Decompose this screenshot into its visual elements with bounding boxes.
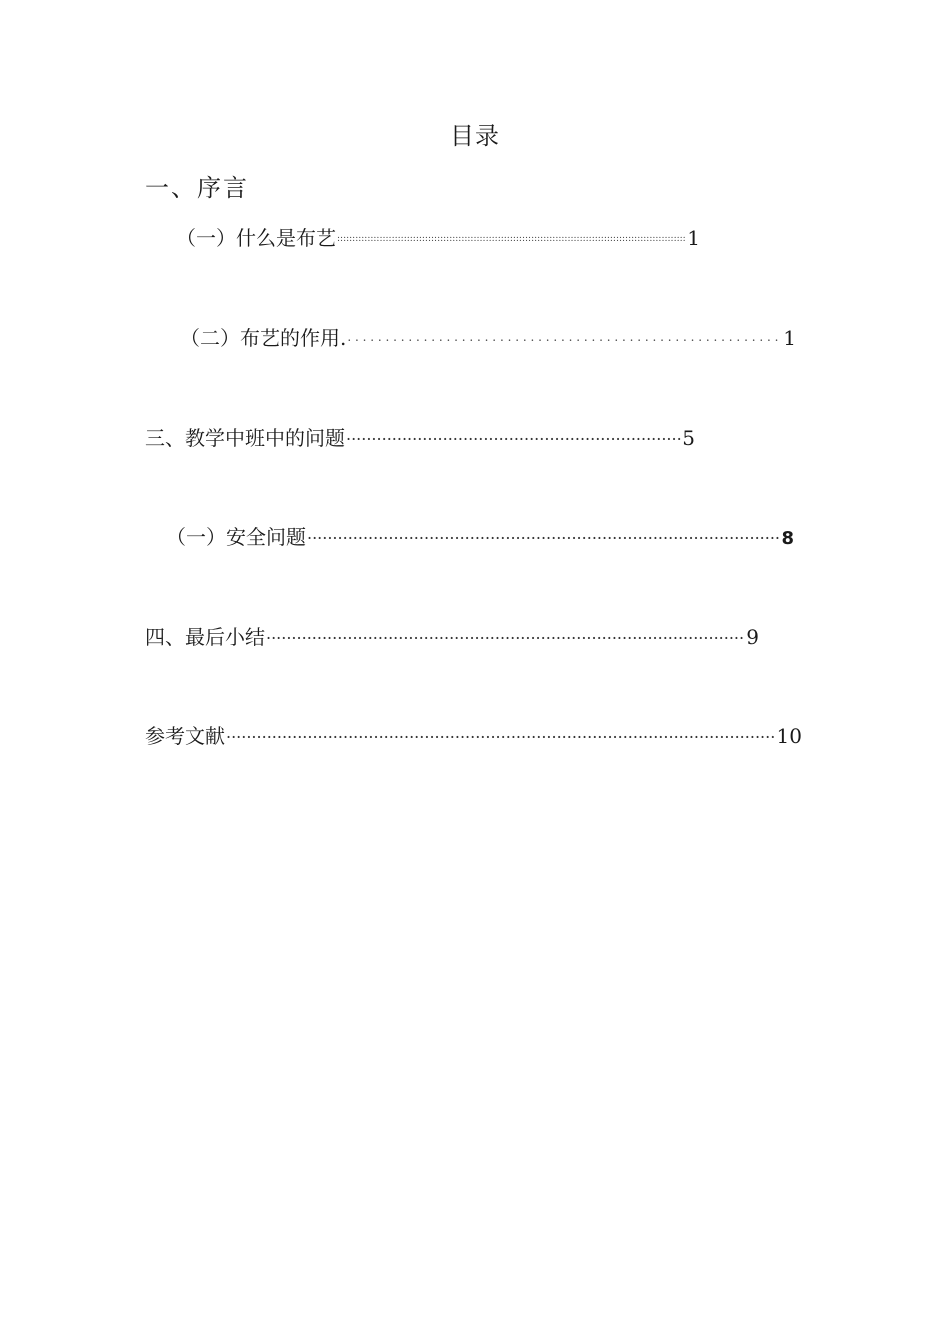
toc-entry[interactable]	[145, 621, 759, 650]
dot-leader	[337, 225, 686, 245]
toc-entry[interactable]	[145, 720, 802, 749]
toc-entry-page: 1	[783, 326, 796, 350]
toc-entry-label: 三、教学中班中的问题	[145, 426, 345, 450]
toc-entry-label: 参考文献	[145, 724, 225, 748]
toc-entry-label: 四、最后小结	[145, 625, 265, 649]
toc-entry-page: 5	[682, 426, 695, 450]
toc-entry[interactable]	[180, 322, 796, 351]
toc-entry-page: 1	[687, 226, 700, 250]
section-heading-preface: 一、序言	[145, 174, 249, 202]
toc-entry-page: 10	[776, 724, 802, 748]
dot-leader	[307, 524, 780, 544]
toc-entry[interactable]	[145, 422, 695, 451]
toc-entry-label: （一）什么是布艺	[176, 226, 336, 250]
toc-entry-page: 9	[746, 625, 759, 649]
toc-entry[interactable]	[176, 222, 700, 251]
dot-leader	[266, 624, 745, 644]
toc-title: 目录	[450, 122, 500, 150]
toc-entry-label: （二）布艺的作用.	[180, 326, 347, 350]
toc-entry[interactable]	[166, 521, 794, 550]
dot-leader	[226, 723, 776, 743]
dot-leader	[347, 325, 782, 345]
dot-leader	[346, 425, 681, 445]
toc-entry-page: 8	[781, 528, 794, 549]
toc-entry-label: （一）安全问题	[166, 525, 306, 549]
